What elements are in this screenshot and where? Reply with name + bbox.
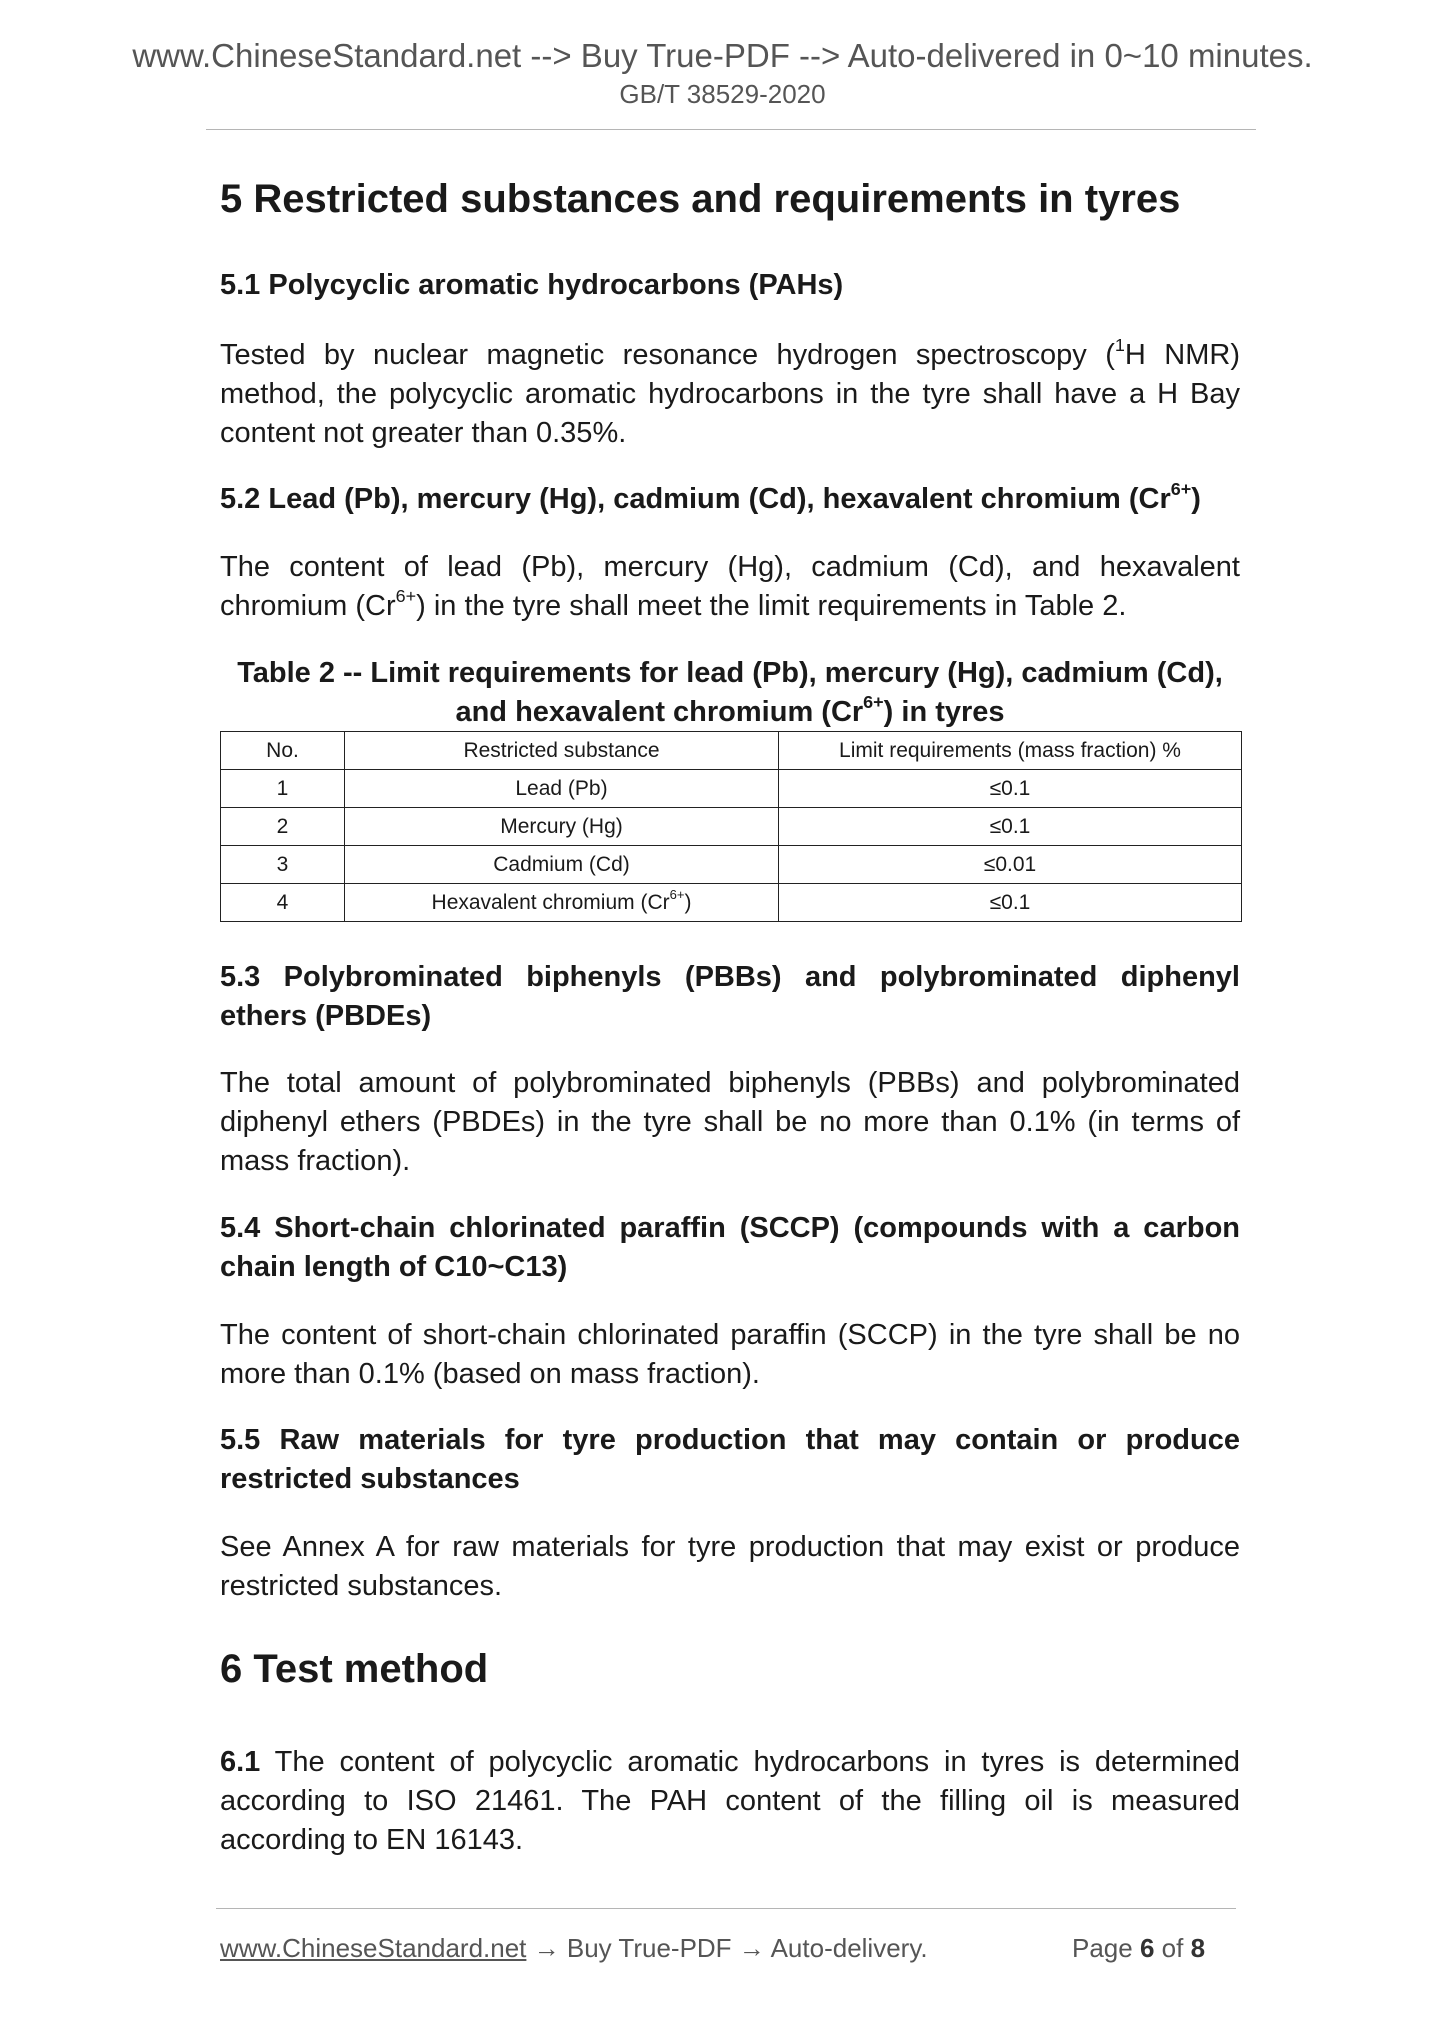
table-row xyxy=(221,846,1242,884)
table-cell-substance: Lead (Pb) xyxy=(345,770,779,808)
page-indicator: Page 6 of 8 xyxy=(1072,1933,1206,1963)
table-cell-no: 4 xyxy=(221,884,345,922)
table-cell-limit: ≤0.1 xyxy=(779,808,1242,846)
table-cell-limit: ≤0.1 xyxy=(779,770,1242,808)
footer-buy-label: Buy True-PDF xyxy=(566,1933,732,1963)
section-5-5-heading-line1: 5.5 Raw materials for tyre production that may contain or produce xyxy=(220,1424,1240,1456)
table-cell-limit: ≤0.1 xyxy=(779,884,1242,922)
section-5-5-text: See Annex A for raw materials for tyre production that may exist or produce restricted substances. xyxy=(220,1531,1240,1602)
header-divider xyxy=(206,129,1256,130)
limit-table xyxy=(220,731,1242,922)
section-5-2-text: The content of lead (Pb), mercury (Hg), cadmium (Cd), and hexavalent chromium $(Cr^{6+})$ in the tyre shall meet the limit requirements in Table 2. xyxy=(220,551,1240,622)
section-5-1-heading: 5.1 Polycyclic aromatic hydrocarbons (PAHs) xyxy=(220,269,844,301)
table-row xyxy=(221,884,1242,922)
footer-delivery-label: Auto-delivery. xyxy=(770,1933,928,1963)
section-5-title: 5 Restricted substances and requirements in tyres xyxy=(220,177,1181,221)
section-5-1-text: Tested by nuclear magnetic resonance hydrogen spectroscopy ($^1$H NMR) method, the polycyclic aromatic hydrocarbons in the tyre shall have a H Bay content not greater than 0.35%. xyxy=(220,335,1241,449)
section-5-3-text: The total amount of polybrominated biphenyls (PBBs) and polybrominated diphenyl ethers (PBDEs) in the tyre shall be no more than 0.1% (in terms of mass fraction). xyxy=(220,1067,1240,1177)
section-6-title: 6 Test method xyxy=(220,1647,489,1691)
table-cell-no: 3 xyxy=(221,846,345,884)
section-5-3-heading-line1: 5.3 Polybrominated biphenyls (PBBs) and polybrominated diphenyl xyxy=(220,961,1240,993)
table-cell-substance: Hexavalent chromium $(Cr^{6+})$ xyxy=(345,884,779,922)
section-6-1-text: 6.1 The content of polycyclic aromatic hydrocarbons in tyres is determined according to ISO 21461. The PAH content of the filling oil is measured according to EN 16143. xyxy=(220,1746,1240,1856)
page-current: 6 xyxy=(1139,1933,1155,1963)
table-cell-no: 2 xyxy=(221,808,345,846)
section-5-4-heading-line2: chain length of C10~C13) xyxy=(220,1251,568,1283)
table-row xyxy=(221,808,1242,846)
table-header-cell: Restricted substance xyxy=(345,732,779,770)
table-cell-no: 1 xyxy=(221,770,345,808)
footer-links xyxy=(220,1932,928,1964)
table-row xyxy=(221,770,1242,808)
footer-site-link[interactable]: www.ChineseStandard.net xyxy=(220,1933,527,1963)
section-5-5-heading-line2: restricted substances xyxy=(220,1463,520,1495)
arrow-icon: → xyxy=(731,1933,771,1963)
standard-number: GB/T 38529-2020 xyxy=(619,79,826,109)
page-total: 8 xyxy=(1190,1933,1206,1963)
table-2-caption: Table 2 -- Limit requirements for lead (Pb), mercury (Hg), cadmium (Cd), and hexavalent chromium $(Cr^{6+})$ in tyres xyxy=(237,657,1223,728)
arrow-icon: → xyxy=(526,1933,567,1963)
section-5-2-heading: 5.2 Lead (Pb), mercury (Hg), cadmium (Cd), hexavalent chromium $(Cr^{6+})$ xyxy=(220,479,1201,515)
table-cell-substance: Cadmium (Cd) xyxy=(345,846,779,884)
section-5-4-text: The content of short-chain chlorinated paraffin (SCCP) in the tyre shall be no more than 0.1% (based on mass fraction). xyxy=(220,1319,1240,1390)
table-header-cell: No. xyxy=(221,732,345,770)
section-5-3-heading-line2: ethers (PBDEs) xyxy=(220,1000,432,1032)
section-5-4-heading-line1: 5.4 Short-chain chlorinated paraffin (SCCP) (compounds with a carbon xyxy=(220,1212,1240,1244)
table-cell-limit: ≤0.01 xyxy=(779,846,1242,884)
footer-divider xyxy=(216,1908,1236,1909)
table-header-row xyxy=(221,732,1242,770)
header-banner: www.ChineseStandard.net --> Buy True-PDF --> Auto-delivered in 0~10 minutes. xyxy=(132,37,1313,74)
table-header-cell: Limit requirements (mass fraction) % xyxy=(779,732,1242,770)
table-cell-substance: Mercury (Hg) xyxy=(345,808,779,846)
